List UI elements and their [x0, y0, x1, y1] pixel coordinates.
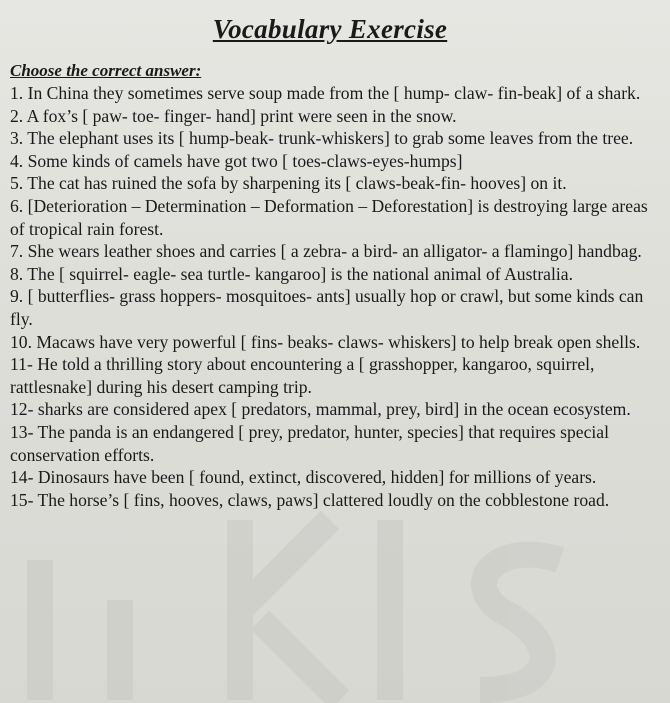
- question-8: 8. The [ squirrel- eagle- sea turtle- kangaroo] is the national animal of Australia.: [10, 263, 573, 284]
- page-title: Vocabulary Exercise: [212, 14, 448, 44]
- question-14: 14- Dinosaurs have been [ found, extinct, discovered, hidden] for millions of years.: [10, 467, 597, 488]
- question-15: 15- The horse’s [ fins, hooves, claws, paws] clattered loudly on the cobblestone road.: [10, 489, 610, 510]
- question-9: 9. [ butterflies- grass hoppers- mosquitoes- ants] usually hop or crawl, but some kinds can fly.: [10, 286, 644, 329]
- question-5: 5. The cat has ruined the sofa by sharpening its [ claws-beak-fin- hooves] on it.: [10, 173, 567, 194]
- question-11: 11- He told a thrilling story about encountering a [ grasshopper, kangaroo, squirrel, rattlesnake] during his desert camping trip.: [10, 354, 595, 397]
- question-6: 6. [Deterioration – Determination – Deformation – Deforestation] is destroying large areas of tropical rain forest.: [10, 195, 648, 239]
- question-2: 2. A fox’s [ paw- toe- finger- hand] print were seen in the snow.: [10, 105, 457, 126]
- question-10: 10. Macaws have very powerful [ fins- beaks- claws- whiskers] to help break open shells.: [10, 331, 641, 352]
- question-12: 12- sharks are considered apex [ predators, mammal, prey, bird] in the ocean ecosystem.: [10, 399, 631, 420]
- question-4: 4. Some kinds of camels have got two [ toes-claws-eyes-humps]: [10, 150, 463, 171]
- question-1: 1. In China they sometimes serve soup made from the [ hump- claw- fin-beak] of a shark.: [10, 83, 641, 103]
- question-13: 13- The panda is an endangered [ prey, predator, hunter, species] that requires special conservation efforts.: [10, 421, 609, 465]
- instruction-heading: Choose the correct answer:: [10, 61, 202, 80]
- question-7: 7. She wears leather shoes and carries [ a zebra- a bird- an alligator- a flamingo] handbag.: [10, 241, 642, 262]
- question-3: 3. The elephant uses its [ hump-beak- trunk-whiskers] to grab some leaves from the tree.: [10, 128, 634, 149]
- question-list: [10, 82, 650, 511]
